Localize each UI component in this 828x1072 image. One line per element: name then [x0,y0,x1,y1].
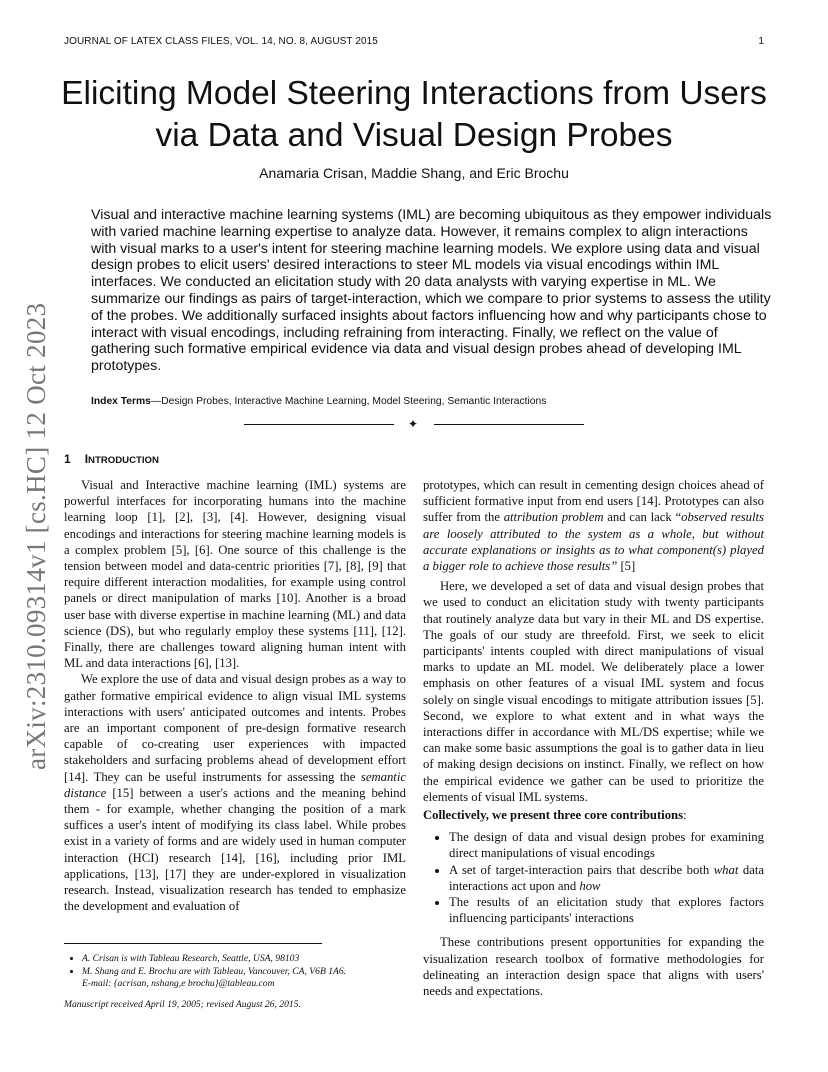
list-item [449,862,764,894]
manuscript-note: Manuscript received April 19, 2005; revised August 26, 2015. [64,998,301,1010]
text-run: We explore the use of data and visual design probes as a way to gather formative empirical evidence to align visual IML systems interactions with users' anticipated outcomes and intents. Probes are an important component of pre-design formative research capable of co-creating user experiences with impacted stakeholders and surfacing problems ahead of development effort [14]. They can be useful instruments for assessing the [64,672,406,784]
section-divider [244,417,584,431]
text-run: data interactions act upon and [449,862,764,893]
abstract: Visual and interactive machine learning systems (IML) are becoming ubiquitous as they empower individuals with varied machine learning expertise to analyze data. However, it remains complex to align interactions with visual marks to a user's intent for steering machine learning models. We explore using data and visual design probes to elicit users' desired interactions to steer ML models via visual encodings within IML interfaces. We conducted an elicitation study with 20 data analysts with varying expertise in ML. We summarize our findings as pairs of target-interaction, which we compare to prior systems to assess the utility of the probes. We additionally surfaced insights about factors influencing how and why participants chose to interact with visual encodings, including refraining from interacting. Finally, we reflect on the value of gathering such formative empirical evidence via data and visual design probes ahead of developing IML prototypes. [91,207,772,375]
email-text: E-mail: {acrisan, nshang,e brochu}@tableau.com [82,978,275,990]
text-run: : [683,808,687,823]
emphasis: semantic distance [64,769,406,800]
journal-header: JOURNAL OF LATEX CLASS FILES, VOL. 14, NO. 8, AUGUST 2015 [64,36,378,47]
right-column [423,477,764,999]
section-title-rest: NTRODUCTION [88,455,159,466]
text-run: prototypes, which can result in cementing design choices ahead of sufficient formative input from end users [14]. Prototypes can also suffer from the [423,478,764,525]
emphasis: what [713,862,739,877]
index-terms [91,396,773,407]
section-heading [64,452,159,466]
text-run: M. Shang and E. Brochu are with Tableau, Vancouver, CA, V6B 1A6. [82,965,347,977]
footnote-affiliation [82,966,406,991]
paragraph: These contributions present opportunities for expanding the visualization research toolbox of formative methodologies for delineating an interaction design space that aligns with users' needs and expectations. [423,935,764,999]
footnote-rule [64,943,322,944]
contributions-lead [423,807,764,823]
divider-line-left [244,424,394,425]
running-header [64,36,764,52]
paragraph [64,671,406,914]
diamond-icon: ✦ [408,417,419,431]
title-line-2: via Data and Visual Design Probes [155,117,673,154]
index-terms-label: Index Terms [91,396,151,407]
paper-title [40,73,788,157]
paragraph [423,477,764,574]
quotation: observed results are loosely attributed to the system as a whole, but without accurate explanations or insights as to what component(s) played a bigger role to achieve those results” [423,510,764,574]
list-item: • The design of data and visual design probes for examining direct manipulations of visual encodings [449,829,764,861]
paragraph: Here, we developed a set of data and visual design probes that we used to conduct an elicitation study with twenty participants that routinely analyze data but vary in their ML and DS expertise. The goals of our study are threefold. First, we seek to elicit participants' intents coupled with direct manipulations of visual marks to update an ML model. We deliberately place a lower emphasis on other features of a visual IML system and focus solely on single visual encodings to mitigate attribution issues [5]. Second, we explore to what extent and in what ways the interactions differ in accordance with ML/DS expertise; while we can make some basic assumptions the goal is to gather data in lieu of making design decisions on instinct. Finally, we reflect on how the empirical evidence we gather can be used to prioritize the elements of visual IML systems. [423,579,764,804]
left-column [64,477,406,914]
text-run: [15] between a user's actions and the meaning behind them - for example, whether changing the position of a mark suffices a user's intent of modifying its class label. While probes exist in a variety of forms and are widely used in human computer interaction (HCI) research [14], [16], including prior IML applications, [13], [17] they are under-explored in visualization research. Instead, visualization research has tended to emphasize the development and evaluation of [64,785,406,914]
footnote-affiliation: • A. Crisan is with Tableau Research, Seattle, USA, 98103 [82,953,406,966]
section-number: 1 [64,452,71,466]
footnotes [64,953,406,1011]
citation: [5] [617,559,636,574]
text-run: and can lack “ [603,510,682,525]
emphasis: attribution problem [503,510,604,525]
list-item: • The results of an elicitation study that explores factors influencing participants' interactions [449,894,764,926]
section-title-initial: I [84,452,89,466]
divider-line-right [434,424,584,425]
author-list: Anamaria Crisan, Maddie Shang, and Eric Brochu [259,165,569,181]
emphasis: how [579,878,601,893]
text-run: A set of target-interaction pairs that describe both [449,862,714,877]
text-run: Collectively, we present three core contributions [423,808,684,823]
paragraph: Visual and Interactive machine learning (IML) systems are powerful interfaces for incorporating humans into the machine learning loop [1], [2], [3], [4]. However, designing visual encodings and interactions for steering machine learning models is a complex problem [5], [6]. One source of this challenge is the tension between model and data-centric priorities [7], [8], [9] that require different interaction modalities, for example using control panels or direct manipulation of marks [10]. Another is a broad user base with diverse expertise in machine learning (ML) and data science (DS), but who regularly employ these systems [11], [12]. Finally, there are challenges toward aligning human intent with ML and data interactions [6], [13]. [64,478,406,671]
contributions-list [423,829,764,926]
arxiv-stamp: arXiv:2310.09314v1 [cs.HC] 12 Oct 2023 [21,302,51,770]
title-line-1: Eliciting Model Steering Interactions from Users [61,75,767,112]
index-terms-list: —Design Probes, Interactive Machine Learning, Model Steering, Semantic Interactions [150,396,547,407]
page-number: 1 [758,36,764,47]
